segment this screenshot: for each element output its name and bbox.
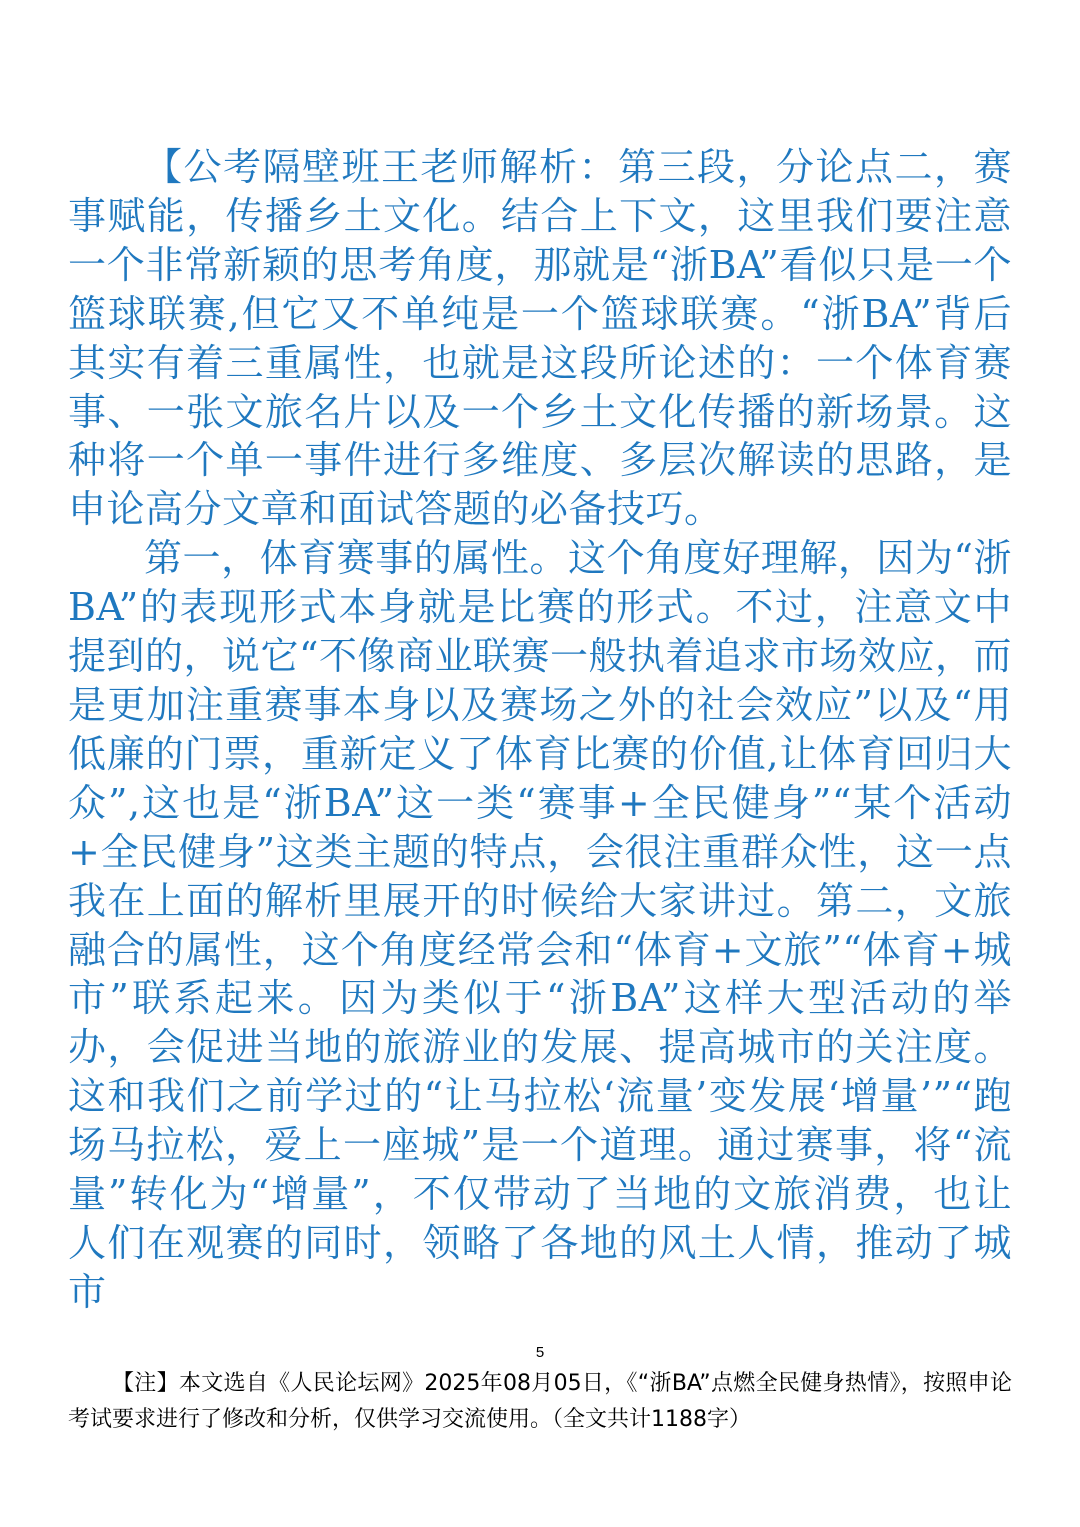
body-paragraph: 第一，体育赛事的属性。这个角度好理解，因为“浙BA”的表现形式本身就是比赛的形式。不过，注意文中提到的，说它“不像商业联赛一般执着追求市场效应，而是更加注重赛事本身以及赛场之外的社会效应”以及“用低廉的门票，重新定义了体育比赛的价值,让体育回归大众”,这也是“浙BA”这一类“赛事+全民健身”“某个活动+全民健身”这类主题的特点，会很注重群众性，这一点我在上面的解析里展开的时候给大家讲过。第二，文旅融合的属性，这个角度经常会和“体育+文旅”“体育+城市”联系起来。因为类似于“浙BA”这样大型活动的举办，会促进当地的旅游业的发展、提高城市的关注度。这和我们之前学过的“让马拉松‘流量’变发展‘增量’”“跑场马拉松，爱上一座城”是一个道理。通过赛事，将“流量”转化为“增量”，不仅带动了当地的文旅消费，也让人们在观赛的同时，领略了各地的风土人情，推动了城市 (68, 536, 1012, 1314)
article-body (68, 143, 1012, 1317)
footnote: 【注】本文选自《人民论坛网》2025年08月05日，《“浙BA”点燃全民健身热情》，按照申论考试要求进行了修改和分析，仅供学习交流使用。（全文共计1188字） (68, 1371, 1012, 1432)
analysis-paragraph: 【公考隔壁班王老师解析：第三段，分论点二，赛事赋能，传播乡土文化。结合上下文，这里我们要注意一个非常新颖的思考角度，那就是“浙BA”看似只是一个篮球联赛,但它又不单纯是一个篮球联赛。“浙BA”背后其实有着三重属性，也就是这段所论述的：一个体育赛事、一张文旅名片以及一个乡土文化传播的新场景。这种将一个单一事件进行多维度、多层次解读的思路，是申论高分文章和面试答题的必备技巧。 (68, 145, 1012, 532)
page-number: 5 (535, 1344, 545, 1361)
